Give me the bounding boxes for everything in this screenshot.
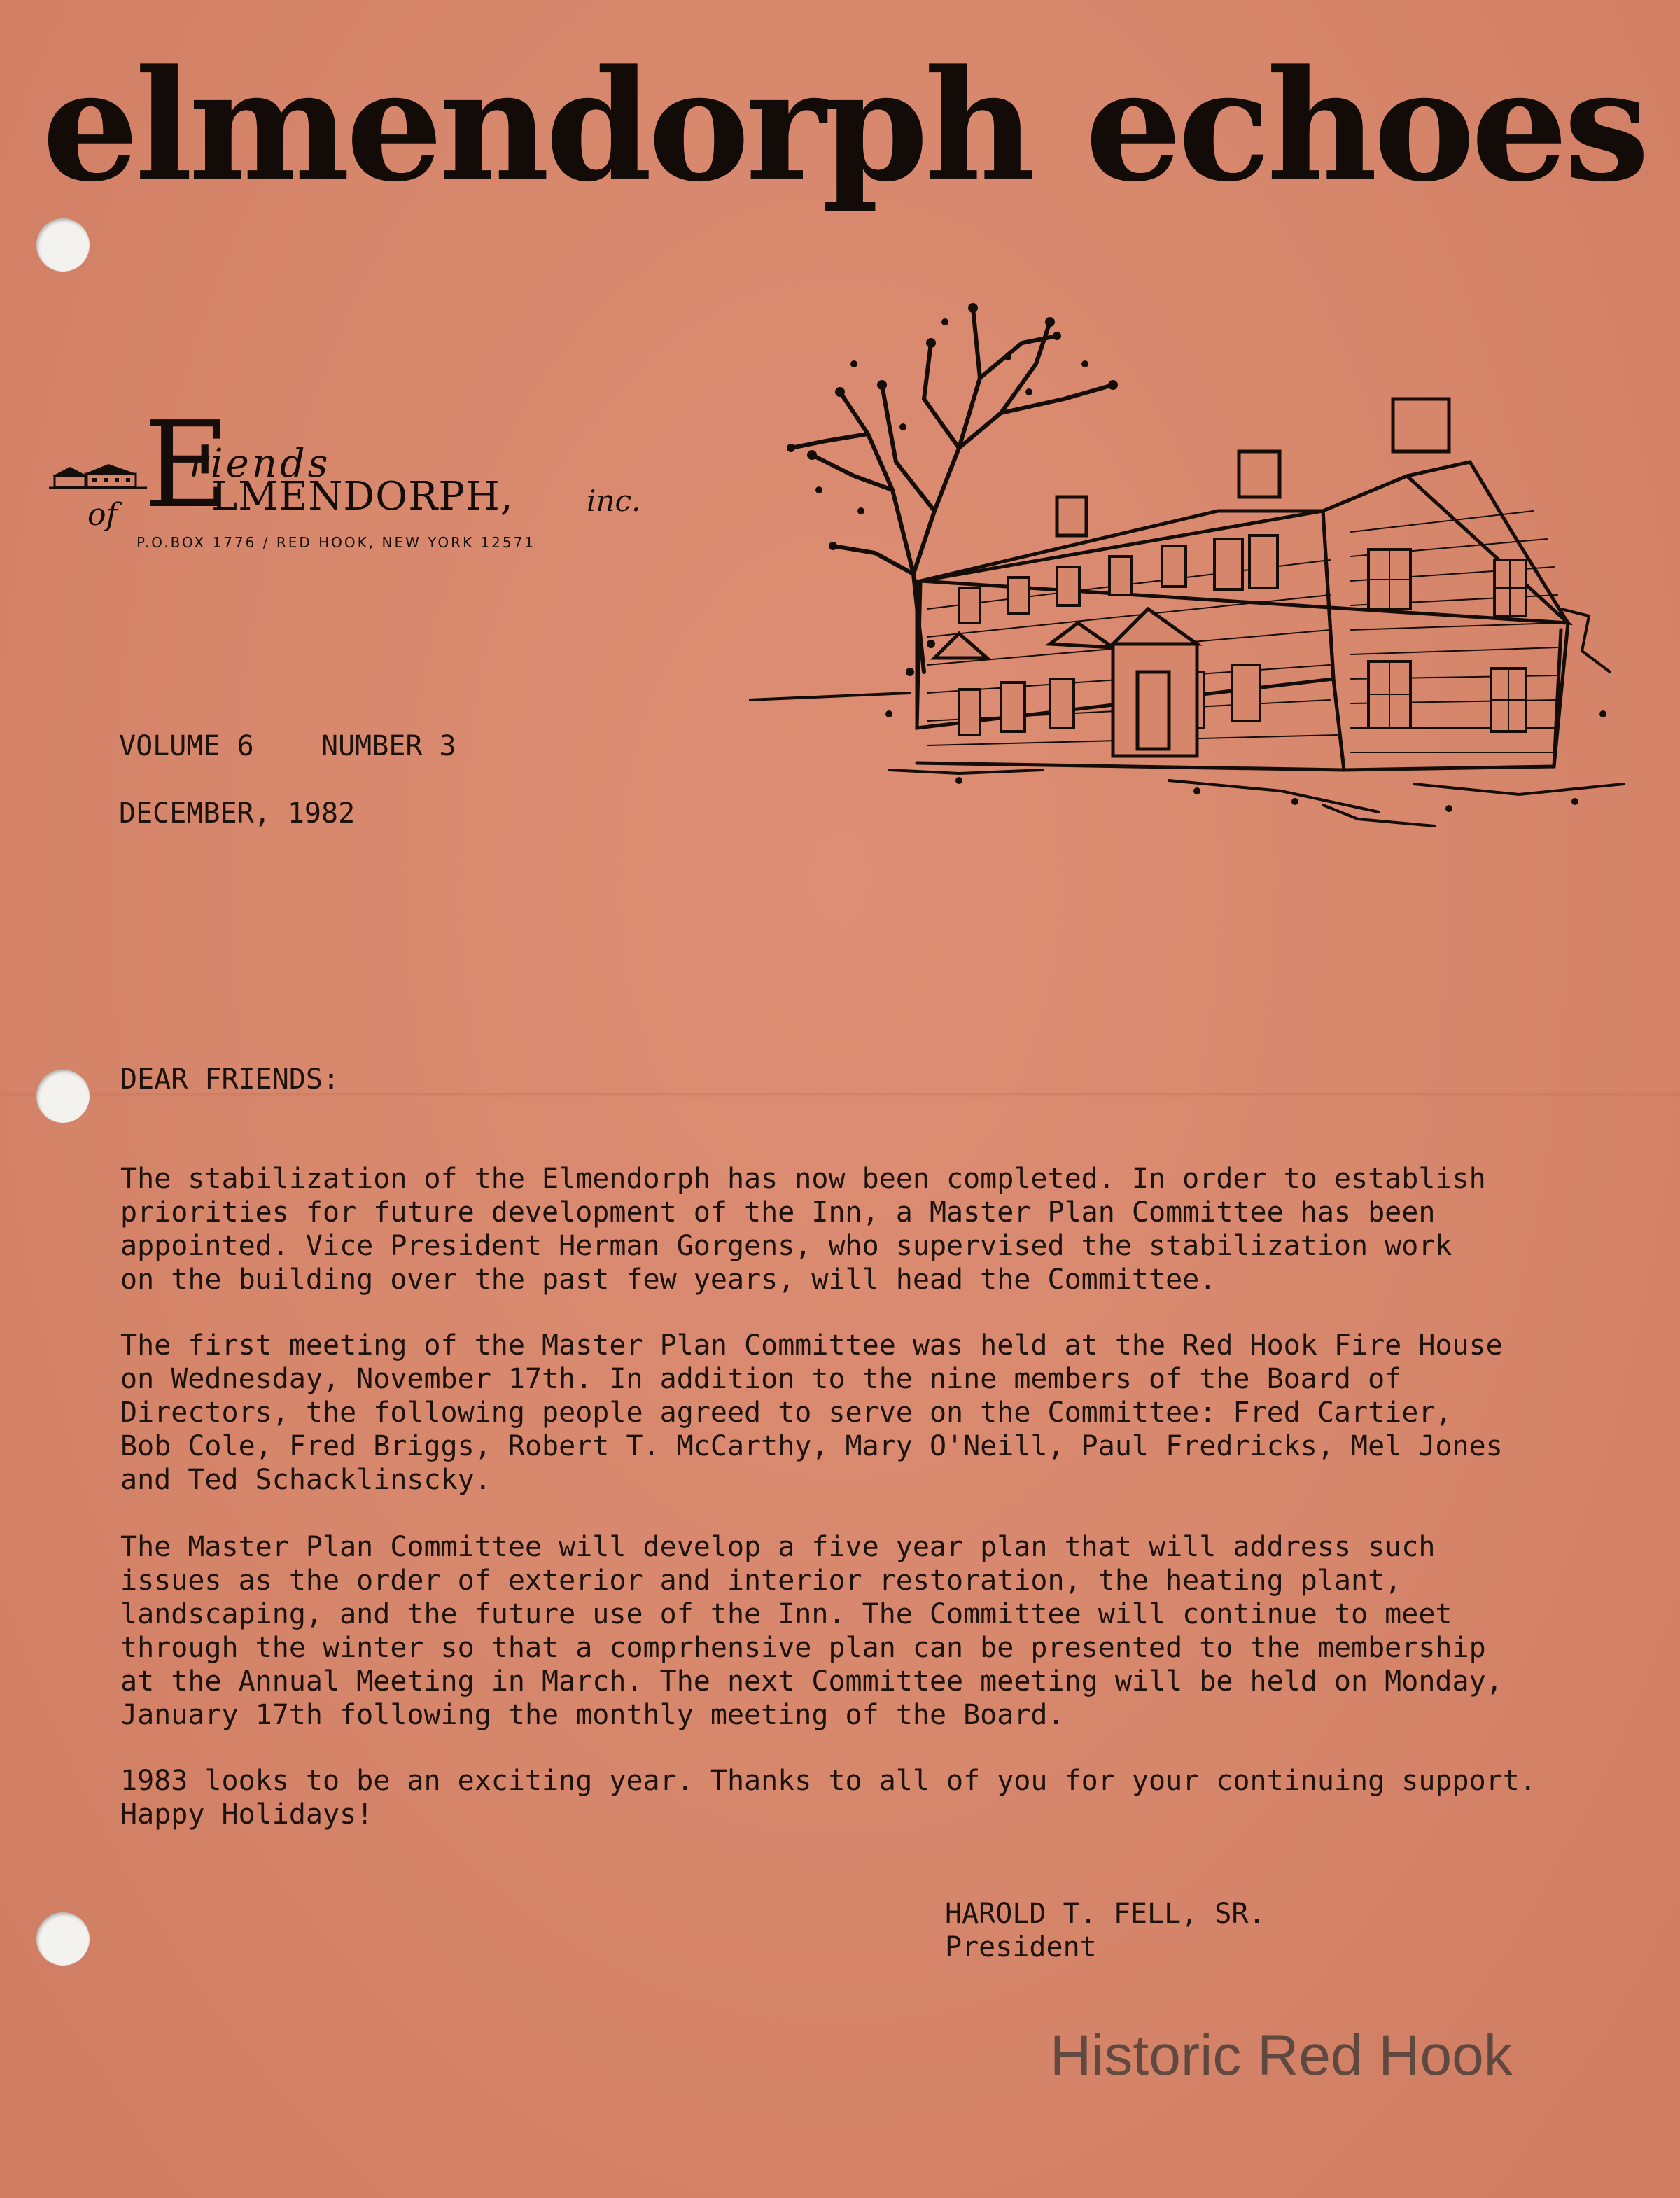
friends-of-elmendorph-logo (49, 396, 665, 560)
tree-icon (791, 308, 1113, 672)
issue-info (119, 729, 456, 830)
punch-hole-top (36, 218, 90, 272)
signature-title: President (945, 1931, 1097, 1963)
letter-signature (945, 1897, 1266, 1964)
logo-address: P.O.BOX 1776 / RED HOOK, NEW YORK 12571 (136, 534, 536, 551)
elmendorph-inn-house-icon (749, 280, 1631, 840)
logo-inc: inc. (587, 484, 641, 518)
issue-number: NUMBER 3 (321, 730, 456, 762)
letter-paragraph-2: The first meeting of the Master Plan Committee was held at the Red Hook Fire House on Wednesday, November 17th. In addition to the nine members of the Board of Directors, the following people agreed to serve on the Committee: Fred Cartier, Bob Cole, Fred Briggs, Robert T. McCarthy, Mary O'Neill, Paul Fredricks, Mel Jones and Ted Schacklinscky. (120, 1329, 1503, 1496)
masthead-title (42, 36, 1646, 216)
punch-hole-middle (36, 1070, 90, 1123)
masthead-word-2: echoes (1085, 36, 1646, 216)
punch-hole-bottom (36, 1912, 90, 1966)
logo-house-icon (49, 458, 147, 490)
letter-salutation: DEAR FRIENDS: (120, 1063, 340, 1096)
letter-paragraph-4: 1983 looks to be an exciting year. Thanks to all of you for your continuing support. Happy Holidays! (120, 1765, 1536, 1830)
signature-name: HAROLD T. FELL, SR. (945, 1898, 1266, 1930)
letter-paragraph-3: The Master Plan Committee will develop a five year plan that will address such issues as the order of exterior and interior restoration, the heating plant, landscaping, and the future use of the Inn. The Committee will continue to meet through the winter so that a comprhensive plan can be presented to the membership at the Annual Meeting in March. The next Committee meeting will be held on Monday, January 17th following the monthly meeting of the Board. (120, 1531, 1503, 1731)
issue-volume: VOLUME 6 (119, 730, 254, 762)
letter-paragraph-1: The stabilization of the Elmendorph has now been completed. In order to establish priorities for future development of the Inn, a Master Plan Committee has been appointed. Vice President Herman Gorgens, who supervised the stabilization work on the building over the past few years, will head the Committee. (120, 1163, 1486, 1296)
logo-of: of (88, 497, 118, 533)
logo-initial: E (144, 396, 231, 535)
logo-friends: riends (189, 441, 331, 486)
house-windows-icon (959, 536, 1526, 735)
logo-name: LMENDORPH, (211, 474, 514, 519)
issue-date: DECEMBER, 1982 (119, 797, 356, 830)
watermark: Historic Red Hook (1050, 2024, 1513, 2087)
masthead-word-1: elmendorph (42, 36, 1031, 216)
